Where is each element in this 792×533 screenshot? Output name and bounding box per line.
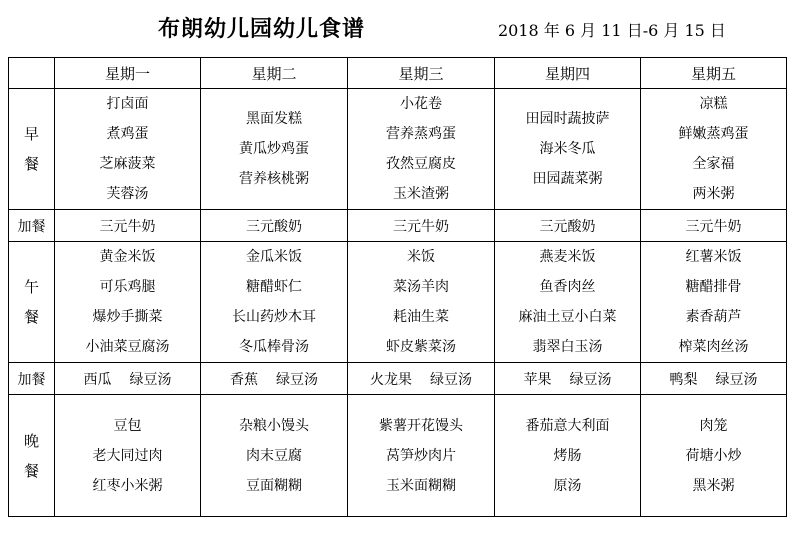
dish: 红薯米饭	[685, 249, 742, 265]
dinner-cell	[55, 395, 201, 517]
dish: 荷塘小炒	[685, 447, 742, 464]
dish: 孜然豆腐皮	[386, 156, 456, 172]
dish: 营养蒸鸡蛋	[386, 126, 456, 142]
breakfast-cell	[348, 89, 495, 210]
lunch-cell	[641, 242, 787, 363]
dish: 金瓜米饭	[246, 249, 302, 265]
dish: 黑面发糕	[246, 111, 302, 127]
dish: 海米冬瓜	[539, 141, 596, 157]
lunch-cell	[495, 242, 641, 363]
dish: 长山药炒木耳	[232, 309, 316, 325]
dish: 杂粮小馒头	[239, 417, 309, 434]
dish: 红枣小米粥	[92, 477, 163, 494]
dish: 耗油生菜	[393, 309, 449, 325]
soup: 绿豆汤	[430, 371, 472, 388]
snack-cell	[348, 363, 495, 395]
breakfast-cell	[55, 89, 201, 210]
dish: 两米粥	[692, 186, 735, 202]
soup: 绿豆汤	[715, 371, 758, 388]
fruit: 苹果	[523, 371, 552, 388]
dish: 芙蓉汤	[106, 186, 149, 202]
menu-table	[8, 57, 787, 517]
day-header: 星期一	[55, 58, 201, 89]
dish: 可乐鸡腿	[99, 279, 156, 295]
snack-cell: 三元酸奶	[201, 210, 348, 242]
dish: 凉糕	[699, 96, 728, 112]
dinner-cell	[641, 395, 787, 517]
dish: 肉笼	[699, 417, 728, 434]
dish: 榨菜肉丝汤	[678, 339, 749, 355]
dinner-cell	[201, 395, 348, 517]
day-header: 星期四	[495, 58, 641, 89]
lunch-cell	[348, 242, 495, 363]
dish: 烤肠	[553, 447, 582, 464]
dinner-cell	[348, 395, 495, 517]
dish: 虾皮紫菜汤	[386, 339, 456, 355]
header-row	[9, 58, 787, 89]
dish: 玉米渣粥	[393, 186, 449, 202]
day-header: 星期五	[641, 58, 787, 89]
soup: 绿豆汤	[129, 371, 172, 388]
dish: 芝麻菠菜	[99, 156, 156, 172]
dish: 菜汤羊肉	[393, 279, 449, 295]
day-header: 星期三	[348, 58, 495, 89]
corner-cell	[9, 58, 55, 89]
dish: 田园时蔬披萨	[525, 111, 610, 127]
dish: 米饭	[407, 249, 435, 265]
dish: 小花卷	[400, 96, 442, 112]
dish: 肉末豆腐	[246, 447, 302, 464]
snack-cell	[495, 363, 641, 395]
dish: 豆包	[113, 417, 142, 434]
breakfast-cell	[641, 89, 787, 210]
dish: 煮鸡蛋	[106, 126, 149, 142]
dish: 莴笋炒肉片	[386, 447, 456, 464]
dinner-row	[9, 395, 787, 517]
dish: 翡翠白玉汤	[532, 339, 603, 355]
meal-label-snack2: 加餐	[9, 363, 55, 395]
dish: 番茄意大利面	[525, 417, 610, 434]
snack-cell: 三元酸奶	[495, 210, 641, 242]
snack-cell: 三元牛奶	[348, 210, 495, 242]
dish: 紫薯开花馒头	[379, 417, 463, 434]
dish: 玉米面糊糊	[386, 477, 456, 494]
dish: 爆炒手撕菜	[92, 309, 163, 325]
snack-cell	[641, 363, 787, 395]
fruit: 西瓜	[83, 371, 112, 388]
dish: 老大同过肉	[92, 447, 163, 464]
date-range: 2018 年 6 月 11 日-6 月 15 日	[498, 21, 726, 40]
lunch-row	[9, 242, 787, 363]
soup: 绿豆汤	[569, 371, 612, 388]
dish: 黑米粥	[692, 477, 735, 494]
breakfast-cell	[201, 89, 348, 210]
page-title: 布朗幼儿园幼儿食谱	[158, 17, 366, 42]
dish: 打卤面	[106, 96, 149, 112]
dish: 糖醋虾仁	[246, 279, 302, 295]
dish: 鱼香肉丝	[539, 279, 596, 295]
dish: 豆面糊糊	[246, 477, 302, 494]
meal-label-breakfast: 早 餐	[9, 89, 55, 210]
dish: 冬瓜棒骨汤	[239, 339, 309, 355]
fruit: 香蕉	[230, 371, 258, 388]
breakfast-row	[9, 89, 787, 210]
dish: 糖醋排骨	[685, 279, 742, 295]
snack1-row	[9, 210, 787, 242]
dish: 麻油土豆小白菜	[518, 309, 617, 325]
meal-label-snack1: 加餐	[9, 210, 55, 242]
dish: 原汤	[553, 477, 582, 494]
dish: 全家福	[692, 156, 735, 172]
snack-cell: 三元牛奶	[641, 210, 787, 242]
snack-cell: 三元牛奶	[55, 210, 201, 242]
dish: 黄瓜炒鸡蛋	[239, 141, 309, 157]
soup: 绿豆汤	[276, 371, 318, 388]
dish: 黄金米饭	[99, 249, 156, 265]
meal-label-dinner: 晚 餐	[9, 395, 55, 517]
snack-cell	[55, 363, 201, 395]
fruit: 鸭梨	[669, 371, 698, 388]
meal-label-lunch: 午 餐	[9, 242, 55, 363]
fruit: 火龙果	[370, 371, 412, 388]
dish: 小油菜豆腐汤	[85, 339, 170, 355]
breakfast-cell	[495, 89, 641, 210]
snack-cell	[201, 363, 348, 395]
day-header: 星期二	[201, 58, 348, 89]
lunch-cell	[201, 242, 348, 363]
lunch-cell	[55, 242, 201, 363]
dish: 鲜嫩蒸鸡蛋	[678, 126, 749, 142]
snack2-row	[9, 363, 787, 395]
dish: 营养核桃粥	[239, 171, 309, 187]
dinner-cell	[495, 395, 641, 517]
dish: 田园蔬菜粥	[532, 171, 603, 187]
dish: 燕麦米饭	[539, 249, 596, 265]
dish: 素香葫芦	[685, 309, 742, 325]
